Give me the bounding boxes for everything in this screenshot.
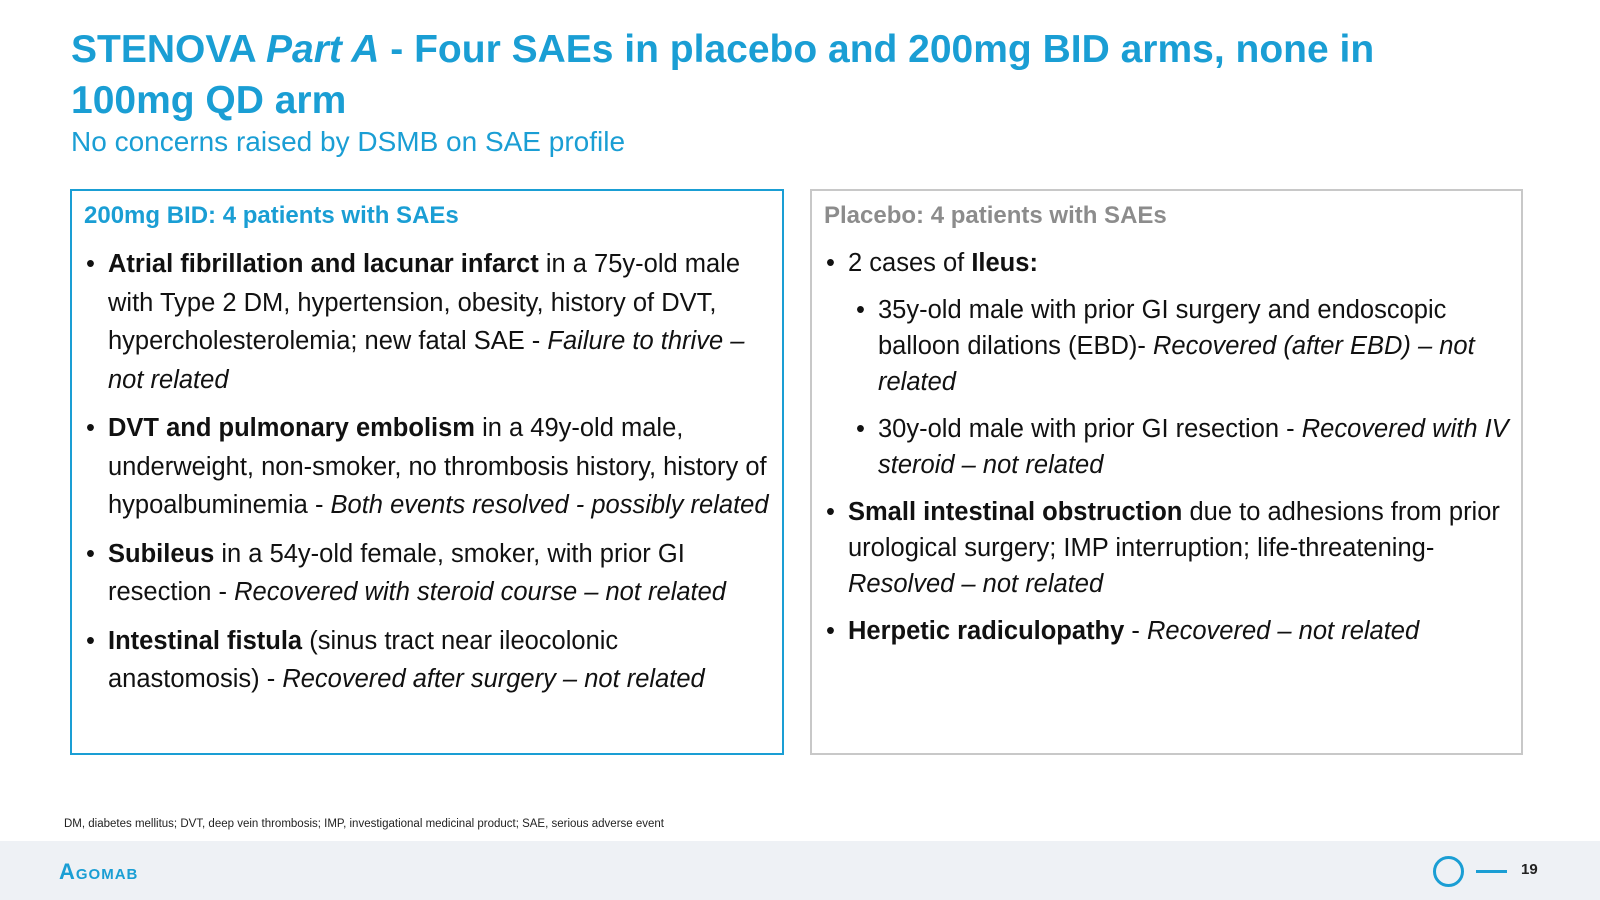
event-detail: in a 54y-old female, smoker, with prior GI resection - xyxy=(108,539,685,606)
slide-title xyxy=(71,24,1391,126)
title-part1: STENOVA xyxy=(71,28,267,71)
footnote: DM, diabetes mellitus; DVT, deep vein thrombosis; IMP, investigational medicinal product; SAE, serious adverse event xyxy=(64,818,664,830)
sub-list xyxy=(848,292,1509,483)
event-name: Atrial fibrillation and lacunar infarct xyxy=(108,250,539,278)
event-detail: in a 49y-old male, underweight, non-smoker, no thrombosis history, history of hypoalbuminemia - xyxy=(108,414,767,519)
event-outcome: Recovered with IV steroid – not related xyxy=(878,415,1509,479)
list-item xyxy=(84,409,770,525)
event-outcome: Resolved – not related xyxy=(848,570,1104,598)
event-name: Herpetic radiculopathy xyxy=(848,617,1125,645)
placebo-panel xyxy=(810,189,1523,755)
event-detail: in a 75y-old male with Type 2 DM, hypertension, obesity, history of DVT, hypercholesterolemia; new fatal SAE - xyxy=(108,250,741,355)
list-item xyxy=(824,613,1509,649)
panel-heading: Placebo: 4 patients with SAEs xyxy=(824,202,1167,229)
title-part2: Part A xyxy=(266,28,380,71)
list-item xyxy=(824,245,1509,483)
sub-list-item xyxy=(824,292,1509,400)
title-part3: - Four SAEs in placebo and 200mg BID arms, none in 100mg QD arm xyxy=(71,28,1375,122)
event-name: Small intestinal obstruction xyxy=(848,498,1183,526)
circle-icon xyxy=(1433,856,1464,887)
event-detail: 2 cases of xyxy=(848,249,972,277)
event-outcome: Recovered – not related xyxy=(1147,617,1420,645)
list-item xyxy=(84,622,770,699)
page-number: 19 xyxy=(1521,861,1538,878)
event-outcome: Both events resolved - possibly related xyxy=(330,491,769,519)
event-outcome: Recovered after surgery – not related xyxy=(282,665,705,693)
list-item xyxy=(84,245,770,399)
list-item xyxy=(84,535,770,612)
event-outcome: Recovered with steroid course – not related xyxy=(234,578,726,606)
bid-200mg-panel xyxy=(70,189,784,755)
company-logo: Agomab xyxy=(59,859,139,884)
list-item xyxy=(824,494,1509,602)
event-name: Subileus xyxy=(108,539,215,568)
event-name: Ileus: xyxy=(971,249,1038,277)
event-name: DVT and pulmonary embolism xyxy=(108,414,475,442)
slide-subtitle: No concerns raised by DSMB on SAE profile xyxy=(71,126,626,157)
sub-list-item xyxy=(824,411,1509,483)
event-name: Intestinal fistula xyxy=(108,626,303,655)
event-detail: - xyxy=(1124,617,1147,645)
footer xyxy=(0,841,1600,900)
event-outcome: Failure to thrive – not related xyxy=(108,327,745,394)
event-detail: 35y-old male with prior GI surgery and endoscopic balloon dilations (EBD)- xyxy=(878,296,1447,360)
event-detail: 30y-old male with prior GI resection - xyxy=(878,415,1302,443)
sae-list xyxy=(84,245,770,699)
event-outcome: Recovered (after EBD) – not related xyxy=(878,332,1475,396)
event-detail: (sinus tract near ileocolonic anastomosis) - xyxy=(108,626,619,693)
dash-icon xyxy=(1476,870,1507,873)
event-detail: due to adhesions from prior urological surgery; IMP interruption; life-threatening- xyxy=(848,498,1500,562)
panel-heading: 200mg BID: 4 patients with SAEs xyxy=(84,202,459,229)
sae-list xyxy=(824,245,1509,649)
